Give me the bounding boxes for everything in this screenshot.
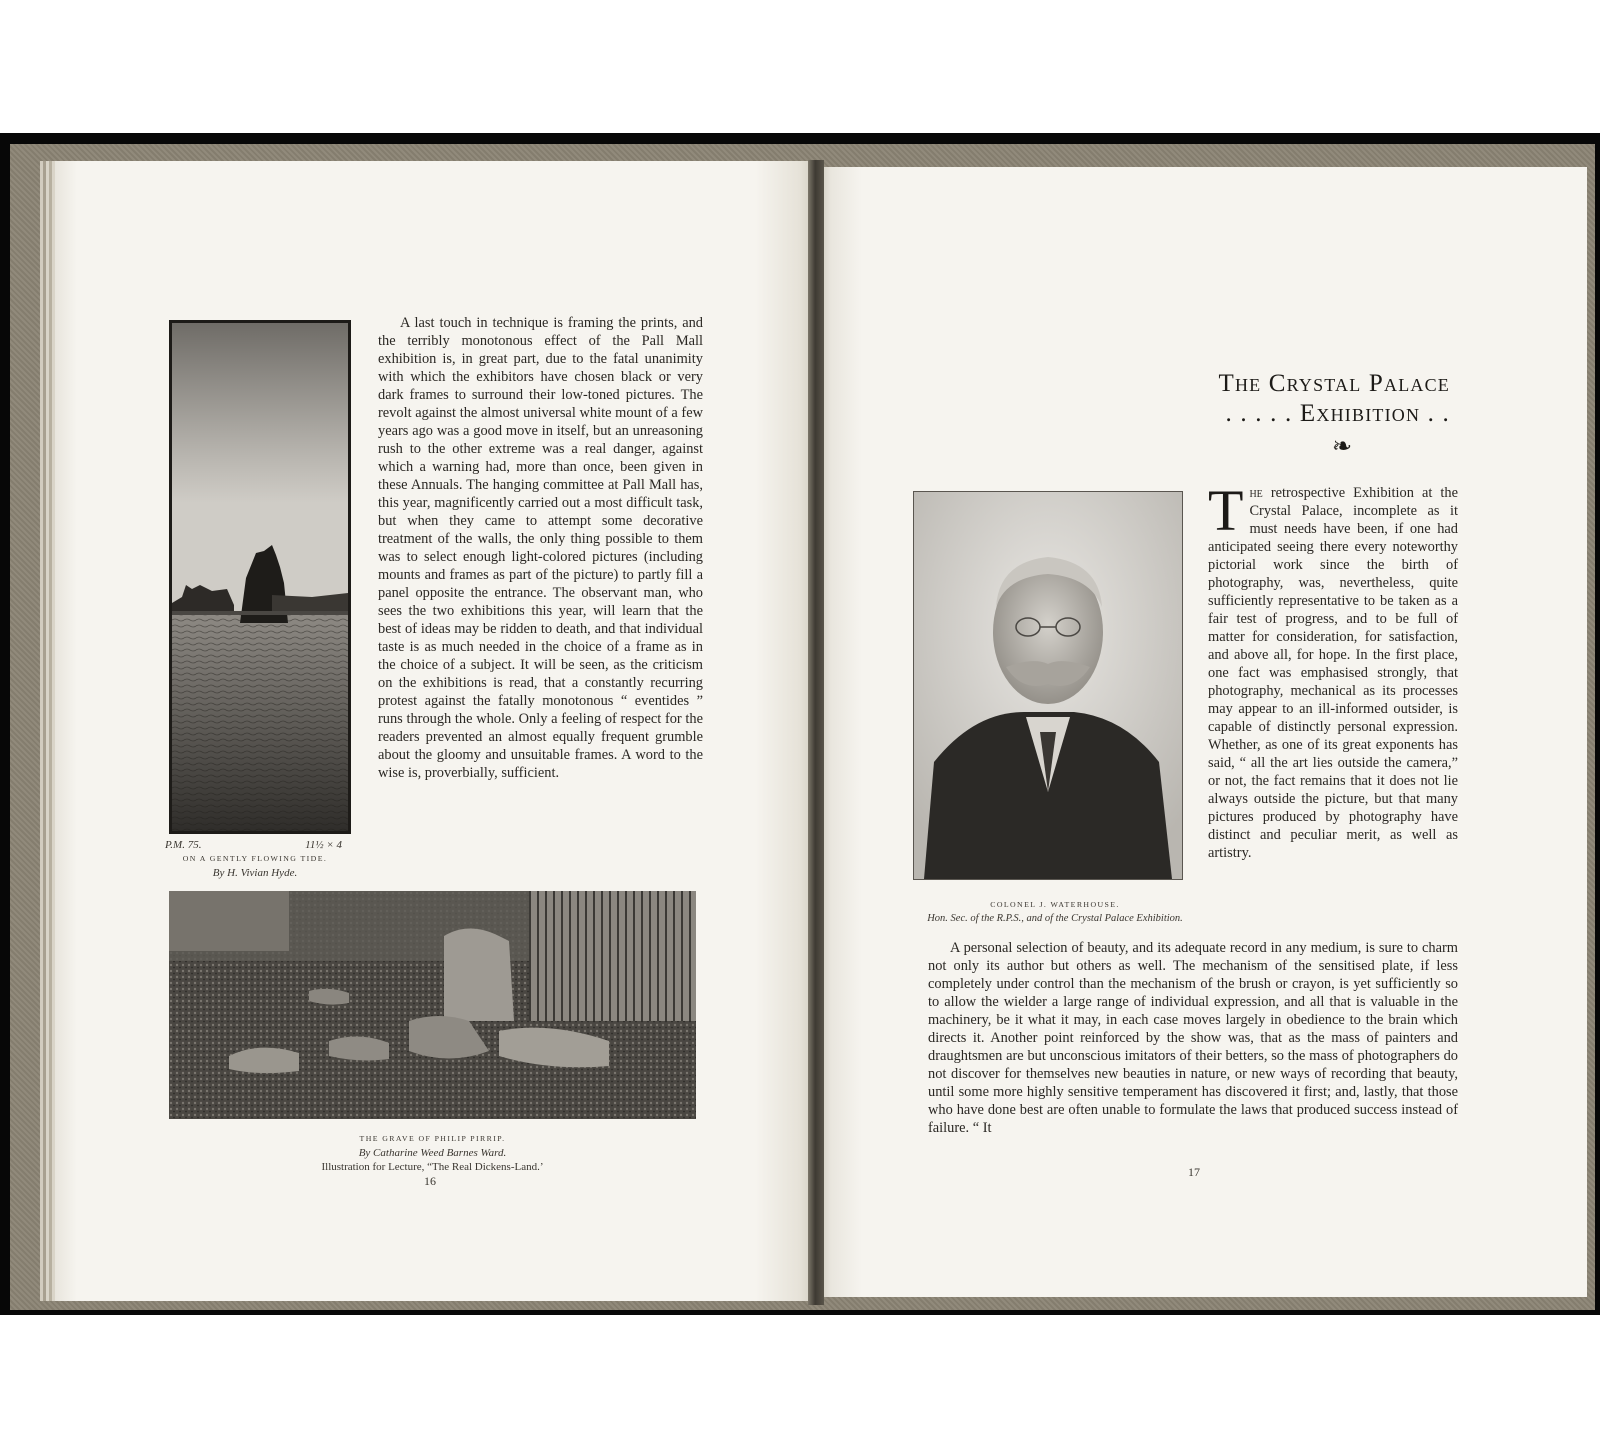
article-title [1060, 370, 1450, 428]
title-ornament: ❧ [1332, 434, 1353, 460]
right-page-number: 17 [1188, 1165, 1200, 1179]
portrait-caption [905, 898, 1205, 926]
right-column-text [1208, 478, 1458, 862]
grave-title: THE GRAVE OF PHILIP PIRRIP. [359, 1134, 506, 1143]
left-body-text [378, 314, 703, 782]
book-gutter [808, 160, 824, 1305]
title-line-1: The Crystal Palace [1218, 370, 1450, 397]
grave-photo-image [169, 891, 696, 1119]
tide-photo [169, 320, 351, 834]
left-paragraph: A last touch in technique is framing the prints, and the terribly monotonous effect of the Pall Mall exhibition is, in great part, due to the fatal unanimity with which the exhibitors have chosen black or very dark frames to surround their low-toned pictures. The revolt against the almost universal white mount of a few years ago was a good move in itself, but an unreasoning rush to the other extreme was a real danger, against which a warning had, more than once, been given in these Annuals. The hanging committee at Pall Mall has, this year, magnificently carried out a most difficult task, but when they came to attempt some decorative treatment of the walls, the only thing possible to them was to select enough light-colored pictures (including mounts and frames as part of the picture) to partly fill a panel opposite the entrance. The observant man, who sees the two exhibitions this year, will learn that the best of ideas may be ridden to death, and that individual taste is as much needed in the choice of a frame as in the choice of a subject. It will be seen, as the criticism on the exhibitions is read, that a constantly recurring protest against the fatally monotonous “ eventides ” runs through the whole. Only a feeling of respect for the readers prevented an almost equally frequent grumble about the gloomy and unsuitable frames. A word to the wise is, proverbially, sufficient. [378, 315, 703, 781]
grave-photo [169, 891, 696, 1119]
portrait-photo [913, 491, 1183, 880]
title-line-2: . . . . . Exhibition . . [1225, 400, 1450, 427]
tide-title: ON A GENTLY FLOWING TIDE. [182, 854, 328, 863]
full-paragraph: A personal selection of beauty, and its adequate record in any medium, is sure to charm not only its author but others as well. The mechanism of the sensitised plate, if less completely under control than the mechanism of the brush or crayon, is yet sufficiently so to allow the wielder a large range of individual expression, and all that is valuable in the machinery, be it what it may, in each case moves largely in obedience to the brain which directs it. Another point reinforced by the show was, that as the mass of painters and draughtsmen are but unconscious imitators of their betters, so the mass of photographers do not discover for themselves new beauties in nature, or new ways of recording that beauty, until some more highly sensitive temperament has discovered it first; and, lastly, that those who have done best are often unable to formulate the laws that produced success instead of failure. “ It [928, 940, 1458, 1136]
portrait-role: Hon. Sec. of the R.P.S., and of the Crystal Palace Exhibition. [927, 913, 1183, 924]
tide-catalog-number: P.M. 75. [165, 839, 202, 851]
grave-note: Illustration for Lecture, “The Real Dickens-Land.’ [321, 1161, 544, 1173]
drop-cap: T [1208, 478, 1244, 543]
left-page-number: 16 [424, 1174, 436, 1188]
grave-caption [169, 1132, 696, 1174]
portrait-name: COLONEL J. WATERHOUSE. [990, 900, 1120, 909]
right-full-text [928, 939, 1458, 1137]
grave-author: By Catharine Weed Barnes Ward. [358, 1147, 507, 1159]
tide-author: By H. Vivian Hyde. [212, 867, 298, 879]
column-paragraph: retrospective Exhibition at the Crystal Palace, incomplete as it must needs have been, if one had anticipated seeing there every noteworthy pictorial work since the birth of photography, was, nevertheless, quite sufficiently representative to be taken as a fair test of progress, and to be full of matter for consideration, for satisfaction, and above all, for hope. In the first place, one fact was emphasised strongly, that photography, mechanical as its processes may appear to an ill-informed outsider, is capable of distinctly personal expression. Whether, as one of its great exponents has said, “ all the art lies outside the camera,” or not, the fact remains that it does not lie always outside the picture, but that many pictures produced by photography have distinct and peculiar merit, as well as artistry. [1208, 485, 1458, 861]
tide-caption [160, 838, 350, 880]
tide-size: 11½ × 4 [305, 839, 342, 851]
tide-photo-image [172, 323, 348, 831]
portrait-image [914, 492, 1182, 879]
lead-letters: he [1249, 485, 1263, 501]
